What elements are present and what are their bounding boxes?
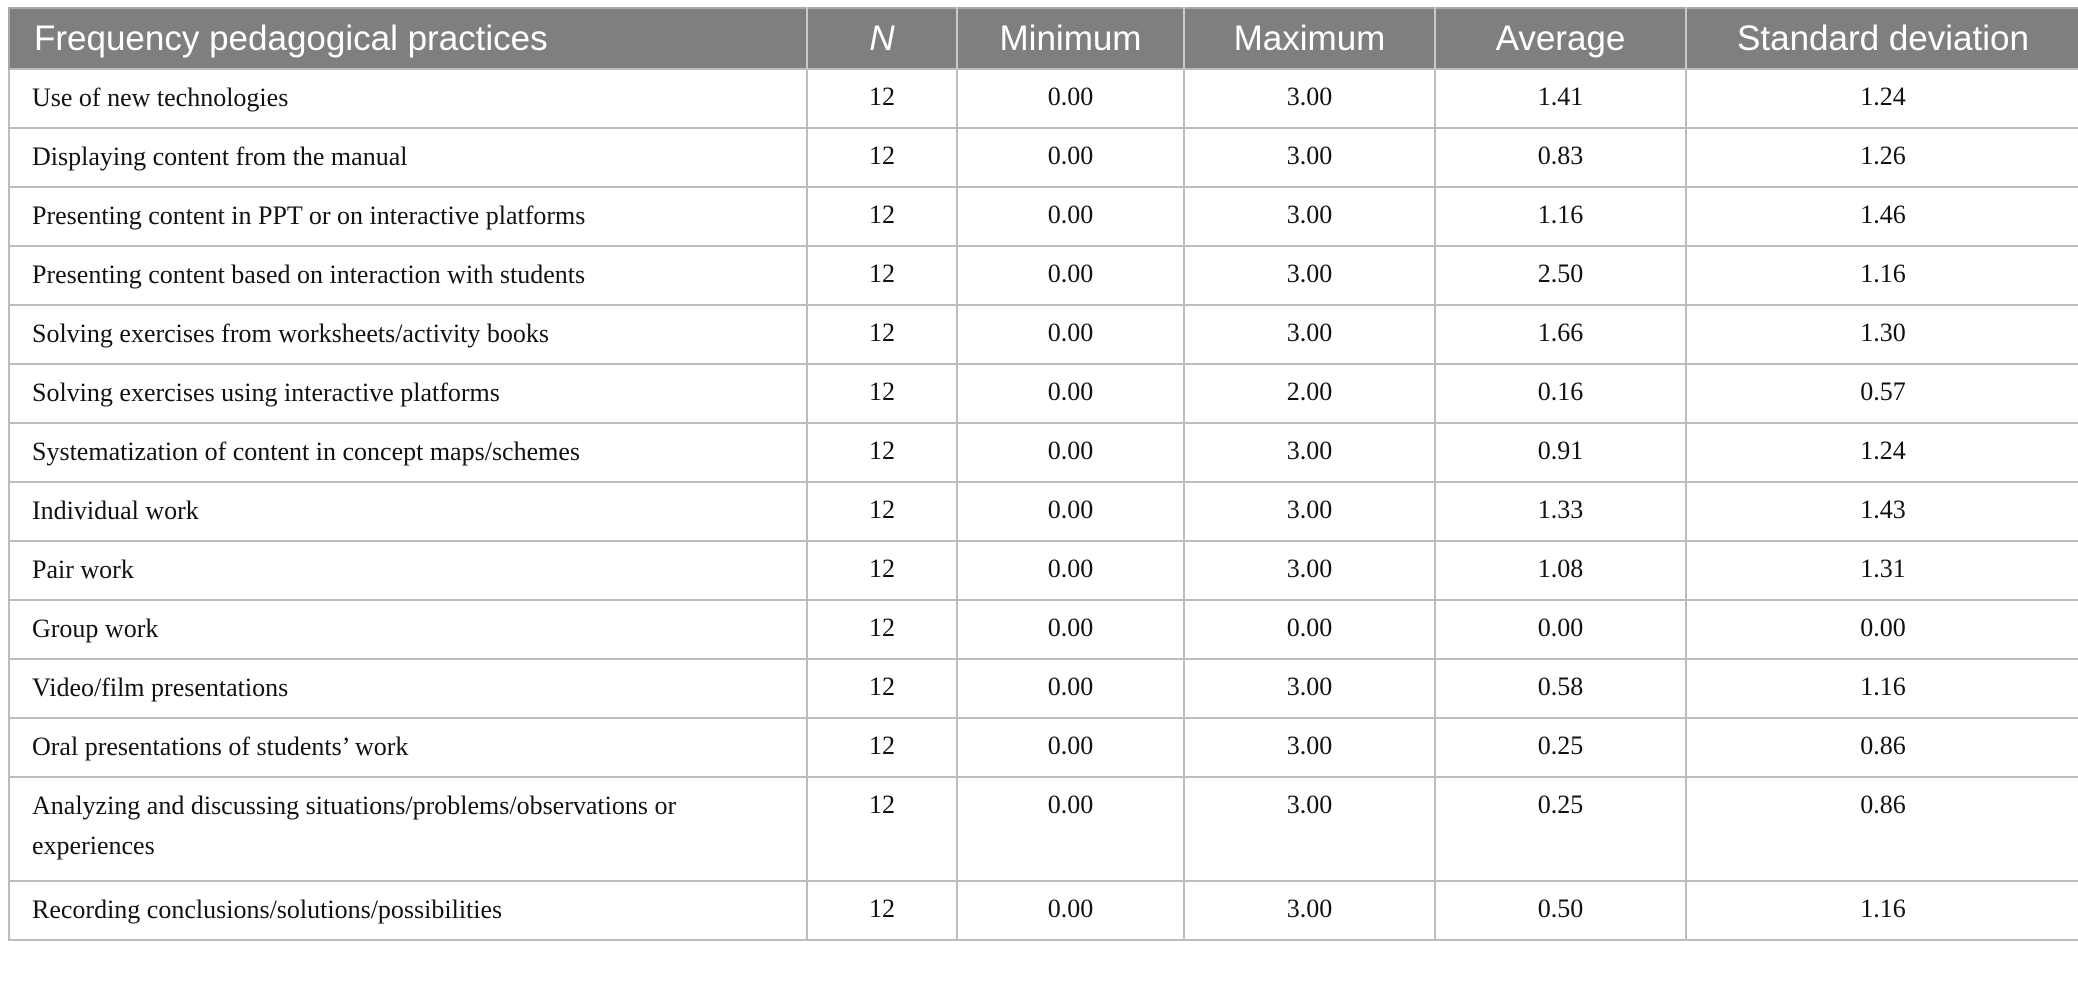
cell-practice: Group work: [9, 600, 807, 659]
cell-n: 12: [807, 69, 957, 128]
cell-minimum: 0.00: [957, 881, 1184, 940]
cell-minimum: 0.00: [957, 364, 1184, 423]
header-n: N: [807, 8, 957, 69]
cell-practice: Individual work: [9, 482, 807, 541]
header-maximum: Maximum: [1184, 8, 1435, 69]
table-row: [9, 187, 2078, 246]
header-row: [9, 8, 2078, 69]
cell-standard-deviation: 1.24: [1686, 423, 2078, 482]
cell-average: 0.25: [1435, 777, 1686, 881]
cell-average: 2.50: [1435, 246, 1686, 305]
cell-practice: Use of new technologies: [9, 69, 807, 128]
cell-n: 12: [807, 364, 957, 423]
cell-average: 1.33: [1435, 482, 1686, 541]
cell-minimum: 0.00: [957, 482, 1184, 541]
cell-standard-deviation: 1.16: [1686, 659, 2078, 718]
cell-maximum: 0.00: [1184, 600, 1435, 659]
cell-practice: Displaying content from the manual: [9, 128, 807, 187]
cell-minimum: 0.00: [957, 659, 1184, 718]
table-row: [9, 128, 2078, 187]
cell-practice: Analyzing and discussing situations/problems/observations or experiences: [9, 777, 807, 881]
cell-minimum: 0.00: [957, 187, 1184, 246]
cell-practice: Recording conclusions/solutions/possibilities: [9, 881, 807, 940]
cell-average: 0.50: [1435, 881, 1686, 940]
cell-practice: Video/film presentations: [9, 659, 807, 718]
table-header: [9, 8, 2078, 69]
cell-average: 0.58: [1435, 659, 1686, 718]
cell-practice: Solving exercises using interactive platforms: [9, 364, 807, 423]
cell-maximum: 3.00: [1184, 718, 1435, 777]
cell-average: 0.91: [1435, 423, 1686, 482]
cell-minimum: 0.00: [957, 718, 1184, 777]
table-body: [9, 69, 2078, 940]
cell-n: 12: [807, 187, 957, 246]
cell-maximum: 2.00: [1184, 364, 1435, 423]
cell-maximum: 3.00: [1184, 659, 1435, 718]
table-row: [9, 482, 2078, 541]
cell-maximum: 3.00: [1184, 246, 1435, 305]
table-row: [9, 246, 2078, 305]
cell-standard-deviation: 0.57: [1686, 364, 2078, 423]
table-container: [8, 7, 2078, 941]
cell-maximum: 3.00: [1184, 69, 1435, 128]
cell-n: 12: [807, 128, 957, 187]
table-row: [9, 305, 2078, 364]
cell-average: 1.66: [1435, 305, 1686, 364]
cell-minimum: 0.00: [957, 541, 1184, 600]
cell-average: 1.08: [1435, 541, 1686, 600]
cell-standard-deviation: 0.86: [1686, 718, 2078, 777]
cell-n: 12: [807, 718, 957, 777]
cell-average: 1.16: [1435, 187, 1686, 246]
header-minimum: Minimum: [957, 8, 1184, 69]
cell-n: 12: [807, 541, 957, 600]
cell-n: 12: [807, 305, 957, 364]
cell-maximum: 3.00: [1184, 423, 1435, 482]
cell-maximum: 3.00: [1184, 777, 1435, 881]
cell-standard-deviation: 1.31: [1686, 541, 2078, 600]
cell-n: 12: [807, 423, 957, 482]
cell-n: 12: [807, 600, 957, 659]
cell-minimum: 0.00: [957, 423, 1184, 482]
cell-minimum: 0.00: [957, 777, 1184, 881]
table-row: [9, 69, 2078, 128]
cell-maximum: 3.00: [1184, 541, 1435, 600]
cell-practice: Presenting content based on interaction with students: [9, 246, 807, 305]
pedagogical-practices-table: [8, 7, 2078, 941]
cell-n: 12: [807, 482, 957, 541]
table-row: [9, 541, 2078, 600]
header-standard-deviation: Standard deviation: [1686, 8, 2078, 69]
cell-n: 12: [807, 881, 957, 940]
cell-average: 0.16: [1435, 364, 1686, 423]
header-average: Average: [1435, 8, 1686, 69]
table-row: [9, 777, 2078, 881]
cell-maximum: 3.00: [1184, 187, 1435, 246]
cell-average: 0.25: [1435, 718, 1686, 777]
cell-minimum: 0.00: [957, 246, 1184, 305]
cell-average: 0.00: [1435, 600, 1686, 659]
cell-minimum: 0.00: [957, 128, 1184, 187]
cell-minimum: 0.00: [957, 69, 1184, 128]
cell-average: 0.83: [1435, 128, 1686, 187]
table-row: [9, 423, 2078, 482]
cell-standard-deviation: 1.16: [1686, 246, 2078, 305]
cell-practice: Systematization of content in concept maps/schemes: [9, 423, 807, 482]
cell-maximum: 3.00: [1184, 881, 1435, 940]
cell-practice: Oral presentations of students’ work: [9, 718, 807, 777]
cell-maximum: 3.00: [1184, 128, 1435, 187]
cell-standard-deviation: 1.43: [1686, 482, 2078, 541]
cell-standard-deviation: 1.30: [1686, 305, 2078, 364]
cell-minimum: 0.00: [957, 305, 1184, 364]
cell-n: 12: [807, 777, 957, 881]
cell-average: 1.41: [1435, 69, 1686, 128]
cell-standard-deviation: 1.46: [1686, 187, 2078, 246]
cell-standard-deviation: 0.86: [1686, 777, 2078, 881]
cell-maximum: 3.00: [1184, 305, 1435, 364]
header-practice: Frequency pedagogical practices: [9, 8, 807, 69]
cell-n: 12: [807, 246, 957, 305]
cell-maximum: 3.00: [1184, 482, 1435, 541]
cell-standard-deviation: 1.16: [1686, 881, 2078, 940]
cell-practice: Presenting content in PPT or on interactive platforms: [9, 187, 807, 246]
cell-standard-deviation: 1.24: [1686, 69, 2078, 128]
cell-practice: Pair work: [9, 541, 807, 600]
table-row: [9, 718, 2078, 777]
table-row: [9, 659, 2078, 718]
table-row: [9, 600, 2078, 659]
cell-n: 12: [807, 659, 957, 718]
cell-minimum: 0.00: [957, 600, 1184, 659]
cell-standard-deviation: 0.00: [1686, 600, 2078, 659]
table-row: [9, 881, 2078, 940]
cell-standard-deviation: 1.26: [1686, 128, 2078, 187]
cell-practice: Solving exercises from worksheets/activity books: [9, 305, 807, 364]
table-row: [9, 364, 2078, 423]
